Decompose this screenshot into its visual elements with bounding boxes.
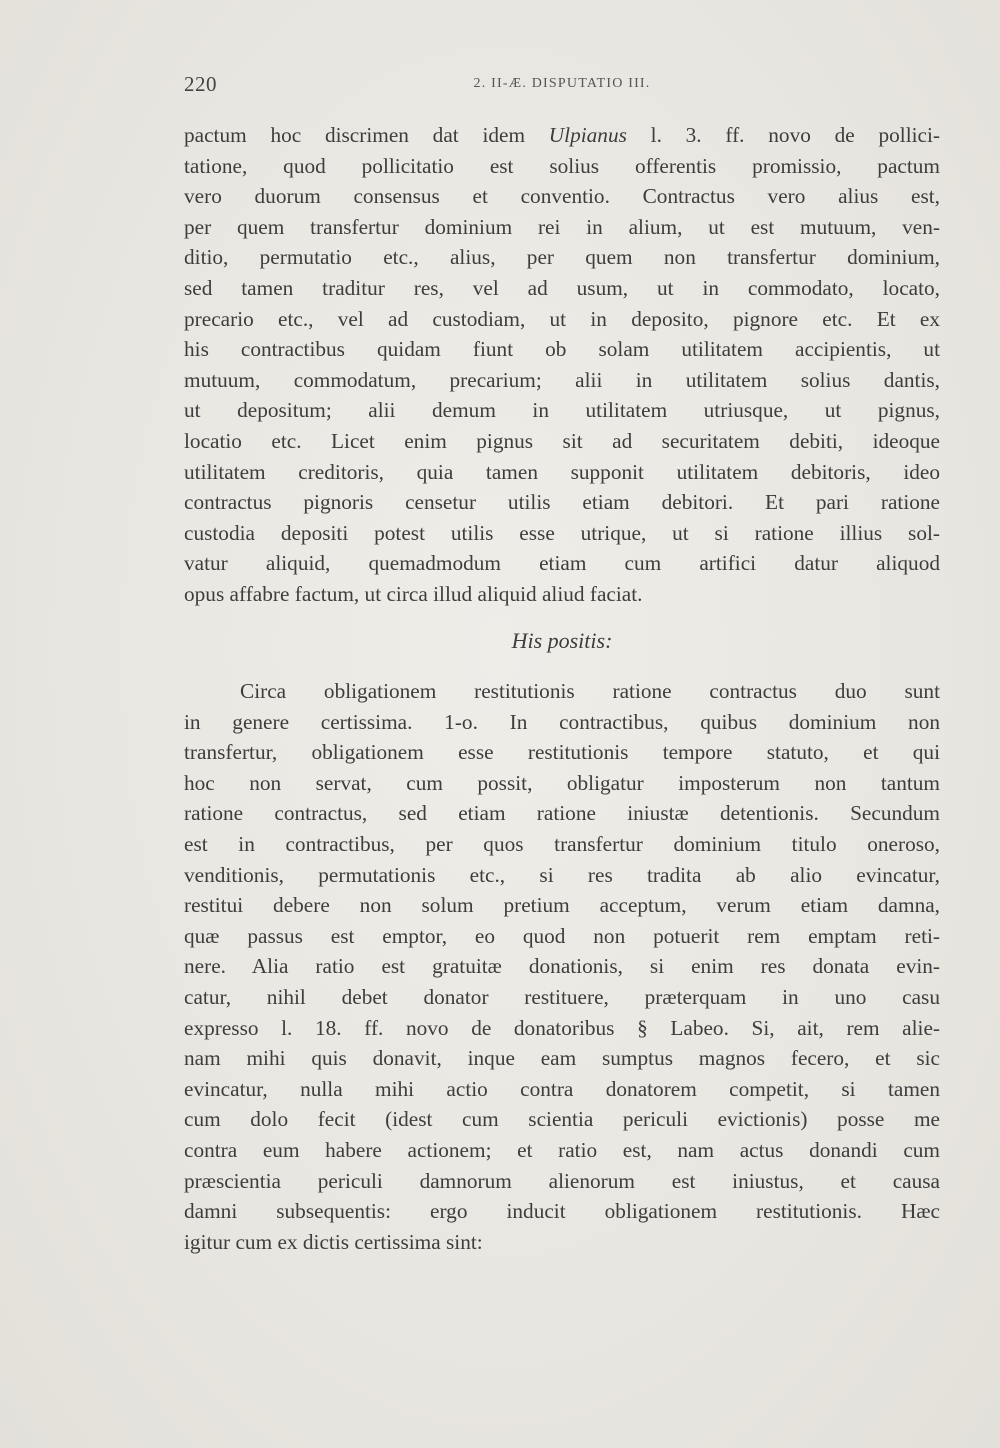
text-line: nere. Alia ratio est gratuitæ donationis, si enim res donata evin- xyxy=(184,954,940,979)
section-heading: His positis: xyxy=(511,628,613,653)
text-line: expresso l. 18. ff. novo de donatoribus § Labeo. Si, ait, rem alie- xyxy=(184,1015,940,1040)
text-line: venditionis, permutationis etc., si res tradita ab alio evincatur, xyxy=(184,862,940,887)
italic-name: Ulpianus xyxy=(548,123,627,147)
text-line: præscientia periculi damnorum alienorum est iniustus, et causa xyxy=(184,1168,940,1193)
text-line: cum dolo fecit (idest cum scientia periculi evictionis) posse me xyxy=(184,1107,940,1132)
paragraph-1 xyxy=(184,120,940,610)
running-head xyxy=(184,72,940,102)
running-title: 2. II-Æ. DISPUTATIO III. xyxy=(473,76,651,91)
text-line: precario etc., vel ad custodiam, ut in deposito, pignore etc. Et ex xyxy=(184,306,940,331)
text-line: igitur cum ex dictis certissima sint: xyxy=(184,1229,483,1254)
text-line: ditio, permutatio etc., alius, per quem non transfertur dominium, xyxy=(184,245,940,270)
text-line: nam mihi quis donavit, inque eam sumptus magnos fecero, et sic xyxy=(184,1046,940,1071)
text-line: contra eum habere actionem; et ratio est, nam actus donandi cum xyxy=(184,1137,940,1162)
text-line: his contractibus quidam fiunt ob solam utilitatem accipientis, ut xyxy=(184,337,940,362)
text-line: restitui debere non solum pretium acceptum, verum etiam damna, xyxy=(184,893,940,918)
text-line xyxy=(184,120,940,151)
text-line: vero duorum consensus et conventio. Contractus vero alius est, xyxy=(184,184,940,209)
paragraph-2 xyxy=(184,676,940,1257)
page-number: 220 xyxy=(184,72,217,96)
text-line: hoc non servat, cum possit, obligatur imposterum non tantum xyxy=(184,770,940,795)
text-line: quæ passus est emptor, eo quod non potuerit rem emptam reti- xyxy=(184,923,940,948)
text-line: evincatur, nulla mihi actio contra donatorem competit, si tamen xyxy=(184,1076,940,1101)
text-line: damni subsequentis: ergo inducit obligationem restitutionis. Hæc xyxy=(184,1199,940,1224)
text-line: per quem transfertur dominium rei in alium, ut est mutuum, ven- xyxy=(184,214,940,239)
text-line: transfertur, obligationem esse restitutionis tempore statuto, et qui xyxy=(184,740,940,765)
text-line: locatio etc. Licet enim pignus sit ad securitatem debiti, ideoque xyxy=(184,428,940,453)
text-line: mutuum, commodatum, precarium; alii in utilitatem solius dantis, xyxy=(184,367,940,392)
text-line: ut depositum; alii demum in utilitatem utriusque, ut pignus, xyxy=(184,398,940,423)
text-line: custodia depositi potest utilis esse utrique, ut si ratione illius sol- xyxy=(184,520,940,545)
text-line: Circa obligationem restitutionis ratione contractus duo sunt xyxy=(240,679,940,703)
text-line: est in contractibus, per quos transfertur dominium titulo oneroso, xyxy=(184,831,940,856)
text-line: vatur aliquid, quemadmodum etiam cum artifici datur aliquod xyxy=(184,551,940,576)
text-line: opus affabre factum, ut circa illud aliquid aliud faciat. xyxy=(184,581,643,606)
text-line: tatione, quod pollicitatio est solius offerentis promissio, pactum xyxy=(184,153,940,178)
text-line: contractus pignoris censetur utilis etiam debitori. Et pari ratione xyxy=(184,490,940,515)
text-line: catur, nihil debet donator restituere, præterquam in uno casu xyxy=(184,984,940,1009)
text-fragment: l. 3. ff. novo de pollici- xyxy=(626,123,940,147)
text-line: sed tamen traditur res, vel ad usum, ut in commodato, locato, xyxy=(184,275,940,300)
text-fragment: pactum hoc discrimen dat idem xyxy=(184,123,549,147)
text-line: utilitatem creditoris, quia tamen supponit utilitatem debitoris, ideo xyxy=(184,459,940,484)
text-line: in genere certissima. 1-o. In contractibus, quibus dominium non xyxy=(184,709,940,734)
text-line: ratione contractus, sed etiam ratione iniustæ detentionis. Secundum xyxy=(184,801,940,826)
